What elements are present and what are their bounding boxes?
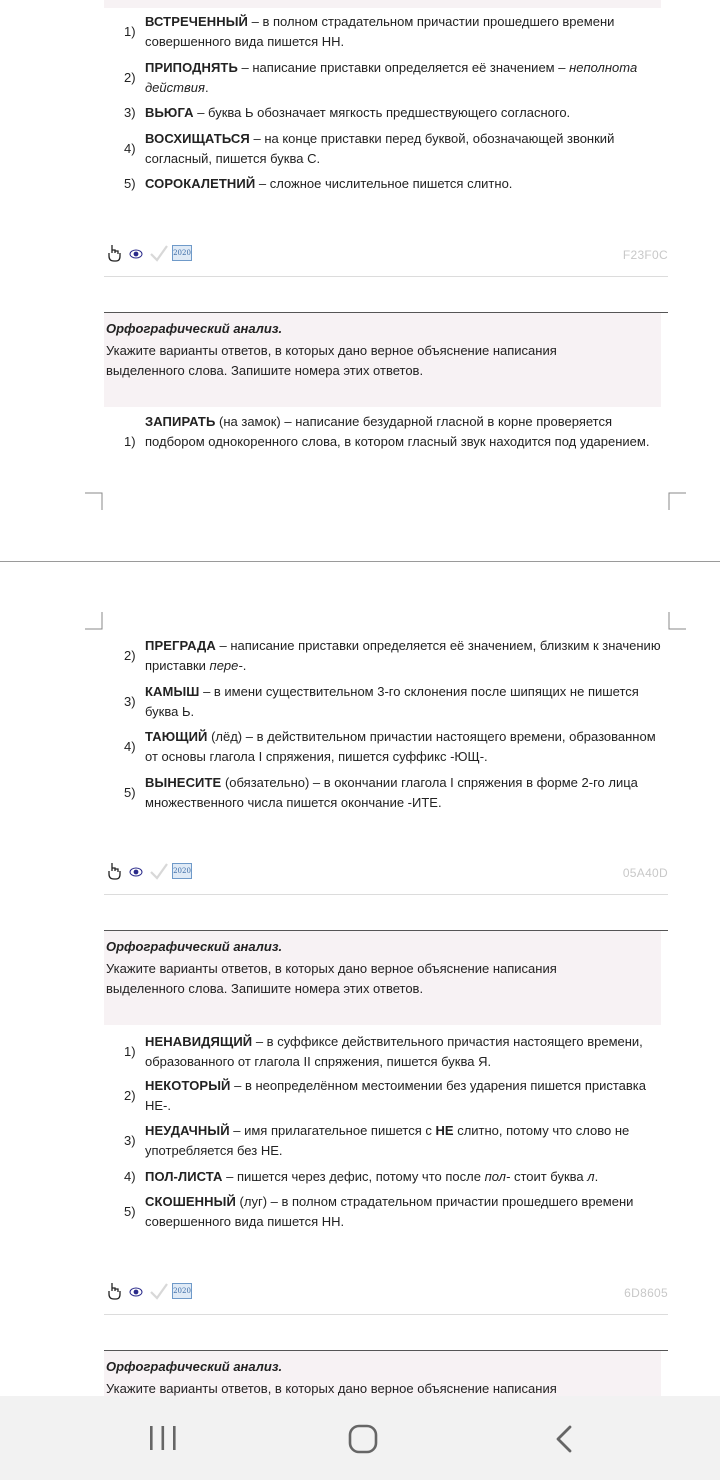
explanation-fragment: – написание приставки определяется её значением, близким к значению приставки (145, 638, 661, 673)
answer-option (124, 103, 664, 123)
option-number: 3) (124, 1133, 136, 1148)
option-text (145, 129, 665, 169)
answer-option (124, 1192, 664, 1232)
answer-option (124, 636, 664, 676)
highlighted-word: ЗАПИРАТЬ (145, 414, 216, 429)
page-corner-mark (668, 612, 686, 630)
hand-pointer-icon[interactable] (107, 1282, 121, 1305)
option-number: 3) (124, 694, 136, 709)
option-number: 2) (124, 70, 136, 85)
highlighted-word: НЕУДАЧНЫЙ (145, 1123, 230, 1138)
explanation-fragment: – имя прилагательное пишется с (229, 1123, 436, 1138)
option-text (145, 174, 665, 194)
question-header (104, 931, 661, 1025)
answer-option (124, 773, 664, 813)
highlighted-word: ПРИПОДНЯТЬ (145, 60, 238, 75)
eye-icon[interactable] (129, 865, 143, 883)
explanation-fragment: – в имени существительном 3-го склонения после шипящих не пишется буква Ь. (145, 684, 639, 719)
option-number: 4) (124, 141, 136, 156)
highlighted-word: КАМЫШ (145, 684, 200, 699)
option-text (145, 1121, 665, 1161)
option-number: 1) (124, 1044, 136, 1059)
explanation-fragment: . (594, 1169, 599, 1184)
explanation-fragment: (на замок) – написание безударной гласной в корне проверяется подбором однокоренного слова, в котором гласный звук находится под ударением. (145, 414, 650, 449)
hand-pointer-icon[interactable] (107, 244, 121, 267)
explanation-fragment: стоит буква (510, 1169, 588, 1184)
answer-option (124, 412, 664, 472)
highlighted-word: ВСТРЕЧЕННЫЙ (145, 14, 248, 29)
highlighted-word: ВЬЮГА (145, 105, 194, 120)
explanation-fragment: – пишется через дефис, потому что после (222, 1169, 485, 1184)
checkmark-icon[interactable] (149, 862, 169, 885)
option-number: 5) (124, 176, 136, 191)
italic-fragment: неполнота действия (145, 60, 638, 95)
highlighted-word: НЕКОТОРЫЙ (145, 1078, 231, 1093)
page-corner-mark (668, 492, 686, 510)
answer-option (124, 12, 664, 52)
option-text (145, 1192, 665, 1232)
system-navigation-bar (0, 1396, 720, 1480)
italic-fragment: пере- (209, 658, 243, 673)
question-header-remnant (104, 0, 661, 8)
highlighted-word: СОРОКАЛЕТНИЙ (145, 176, 256, 191)
task-code: 6D8605 (624, 1286, 668, 1300)
option-text (145, 1167, 665, 1187)
explanation-fragment: слитно, потому что слово не употребляется без НЕ. (145, 1123, 630, 1158)
answer-option (124, 129, 664, 169)
question-title: Орфографический анализ. (106, 321, 283, 336)
explanation-fragment: – в суффиксе действительного причастия настоящего времени, образованного от глагола II спряжения, пишется буква Я. (145, 1034, 643, 1069)
italic-fragment: пол- (484, 1169, 511, 1184)
eye-icon[interactable] (129, 247, 143, 265)
option-text (145, 412, 665, 452)
explanation-fragment: (луг) – в полном страдательном причастии прошедшего времени совершенного вида пишется НН. (145, 1194, 634, 1229)
option-text (145, 682, 665, 722)
option-number: 2) (124, 1088, 136, 1103)
question-instruction: Укажите варианты ответов, в которых дано верное объяснение написания выделенного слова. Запишите номера этих ответов. (106, 343, 557, 378)
explanation-fragment: – буква Ь обозначает мягкость предшествующего согласного. (193, 105, 571, 120)
question-title: Орфографический анализ. (106, 1359, 283, 1374)
page-separator (0, 561, 720, 562)
option-text (145, 12, 665, 52)
back-icon[interactable] (552, 1424, 576, 1454)
option-number: 1) (124, 434, 136, 449)
checkmark-icon[interactable] (149, 244, 169, 267)
eye-icon[interactable] (129, 1285, 143, 1303)
highlighted-word: НЕНАВИДЯЩИЙ (145, 1034, 253, 1049)
option-text (145, 58, 665, 98)
highlighted-word: ПОЛ-ЛИСТА (145, 1169, 223, 1184)
bold-fragment: НЕ (435, 1123, 454, 1138)
highlighted-word: ПРЕГРАДА (145, 638, 216, 653)
explanation-fragment: – на конце приставки перед буквой, обозначающей звонкий согласный, пишется буква С. (145, 131, 615, 166)
explanation-fragment: . (204, 80, 209, 95)
italic-fragment: л (587, 1169, 595, 1184)
page-corner-mark (85, 612, 103, 630)
option-text (145, 636, 665, 676)
answer-option (124, 58, 664, 98)
option-text (145, 727, 665, 767)
explanation-fragment: (обязательно) – в окончании глагола I спряжения в форме 2-го лица множественного числа пишется окончание -ИТЕ. (145, 775, 638, 810)
year-badge[interactable]: 2020 (172, 1283, 192, 1299)
option-number: 3) (124, 105, 136, 120)
answer-option (124, 682, 664, 722)
highlighted-word: ТАЮЩИЙ (145, 729, 208, 744)
page-corner-mark (85, 492, 103, 510)
option-number: 4) (124, 739, 136, 754)
option-text (145, 773, 665, 813)
explanation-fragment: (лёд) – в действительном причастии настоящего времени, образованном от основы глагола I спряжения, пишется суффикс -ЮЩ-. (145, 729, 656, 764)
hand-pointer-icon[interactable] (107, 862, 121, 885)
option-number: 5) (124, 785, 136, 800)
option-text (145, 1076, 665, 1116)
question-header (104, 313, 661, 407)
recents-icon[interactable] (148, 1424, 178, 1452)
answer-option (124, 1167, 664, 1187)
explanation-fragment: – сложное числительное пишется слитно. (255, 176, 513, 191)
option-text (145, 1032, 665, 1072)
answer-option (124, 174, 664, 194)
year-badge[interactable]: 2020 (172, 245, 192, 261)
task-code: F23F0C (622, 248, 668, 262)
option-number: 4) (124, 1169, 136, 1184)
answer-option (124, 727, 664, 767)
year-badge[interactable]: 2020 (172, 863, 192, 879)
question-instruction: Укажите варианты ответов, в которых дано верное объяснение написания выделенного слова. Запишите номера этих ответов. (106, 961, 557, 996)
explanation-fragment: – в неопределённом местоимении без ударения пишется приставка НЕ-. (145, 1078, 647, 1113)
option-number: 2) (124, 648, 136, 663)
answer-option (124, 1076, 664, 1116)
question-header (104, 1351, 661, 1396)
option-number: 1) (124, 24, 136, 39)
checkmark-icon[interactable] (149, 1282, 169, 1305)
highlighted-word: ВЫНЕСИТЕ (145, 775, 222, 790)
answer-option (124, 1032, 664, 1072)
question-instruction: Укажите варианты ответов, в которых дано верное объяснение написания (106, 1381, 557, 1396)
explanation-fragment: – написание приставки определяется её значением – (237, 60, 570, 75)
option-number: 5) (124, 1204, 136, 1219)
task-code: 05A40D (622, 866, 668, 880)
question-title: Орфографический анализ. (106, 939, 283, 954)
highlighted-word: СКОШЕННЫЙ (145, 1194, 236, 1209)
home-icon[interactable] (347, 1424, 379, 1454)
explanation-fragment: . (242, 658, 247, 673)
highlighted-word: ВОСХИЩАТЬСЯ (145, 131, 250, 146)
option-text (145, 103, 665, 123)
answer-option (124, 1121, 664, 1161)
explanation-fragment: – в полном страдательном причастии прошедшего времени совершенного вида пишется НН. (145, 14, 615, 49)
